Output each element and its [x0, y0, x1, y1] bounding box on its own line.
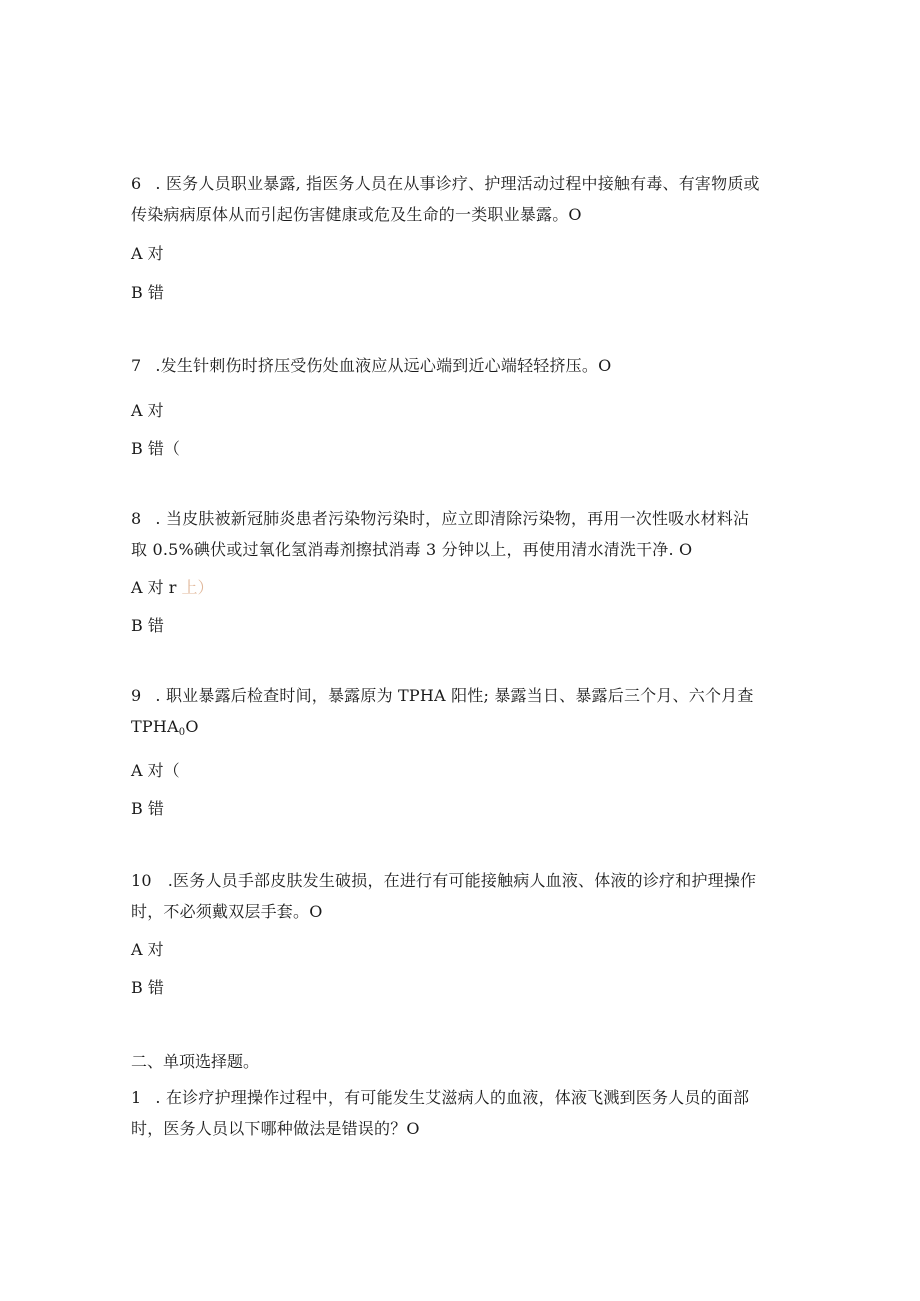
tpha-tail: O [185, 717, 199, 736]
question-8-line-1 [131, 508, 791, 529]
question-6-line-1 [131, 173, 791, 194]
question-7-line-1 [131, 355, 791, 376]
question-9-line-1 [131, 685, 791, 706]
option-a-label: A 对 r [131, 578, 177, 597]
question-10-option-b[interactable]: B 错 [131, 978, 164, 997]
tpha-subscript: 0 [178, 727, 186, 738]
question-text: . 医务人员职业暴露, 指医务人员在从事诊疗、护理活动过程中接触有毒、有害物质或 [155, 174, 760, 193]
question-7-option-a[interactable]: A 对 [131, 401, 164, 420]
question-text: . 在诊疗护理操作过程中，有可能发生艾滋病人的血液，体液飞溅到医务人员的面部 [155, 1088, 750, 1107]
question-number: 10 [131, 871, 152, 890]
question-text: . 职业暴露后检查时间，暴露原为 TPHA 阳性; 暴露当日、暴露后三个月、六个月查 [155, 686, 754, 705]
question-6 [131, 173, 791, 225]
question-9-option-a[interactable]: A 对（ [131, 761, 180, 780]
question-10 [131, 870, 791, 922]
question-text: .发生针刺伤时挤压受伤处血液应从远心端到近心端轻轻挤压。O [155, 356, 612, 375]
faint-mark: 上） [181, 578, 214, 597]
question-9-option-b[interactable]: B 错 [131, 799, 164, 818]
question-6-option-a[interactable]: A 对 [131, 244, 164, 263]
question-number: 9 [131, 686, 142, 705]
question-7 [131, 355, 791, 376]
question-6-option-b[interactable]: B 错 [131, 283, 164, 302]
question-number: 1 [131, 1088, 142, 1107]
question-text: .医务人员手部皮肤发生破损，在进行有可能接触病人血液、体液的诊疗和护理操作 [167, 871, 757, 890]
question-10-line-1 [131, 870, 791, 891]
tpha-text: TPHA [131, 717, 179, 736]
question-8 [131, 508, 791, 560]
single-choice-question-1 [131, 1087, 791, 1139]
question-8-option-a[interactable] [131, 577, 214, 598]
question-number: 7 [131, 356, 142, 375]
question-10-line-2: 时，不必须戴双层手套。O [131, 902, 323, 921]
question-number: 8 [131, 509, 142, 528]
question-text: . 当皮肤被新冠肺炎患者污染物污染时，应立即清除污染物，再用一次性吸水材料沾 [155, 509, 750, 528]
question-10-option-a[interactable]: A 对 [131, 940, 164, 959]
question-9 [131, 685, 791, 743]
section-title: 二、单项选择题。 [131, 1052, 260, 1071]
question-7-option-b[interactable]: B 错（ [131, 439, 180, 458]
question-number: 6 [131, 174, 142, 193]
question-8-line-2: 取 0.5%碘伏或过氧化氢消毒剂擦拭消毒 3 分钟以上，再使用清水清洗干净. O [131, 540, 693, 559]
question-8-option-b[interactable]: B 错 [131, 616, 164, 635]
question-6-line-2: 传染病病原体从而引起伤害健康或危及生命的一类职业暴露。O [131, 205, 582, 224]
question-9-line-2 [131, 716, 791, 743]
single-choice-1-line-1 [131, 1087, 791, 1108]
single-choice-1-line-2: 时，医务人员以下哪种做法是错误的？O [131, 1119, 420, 1138]
